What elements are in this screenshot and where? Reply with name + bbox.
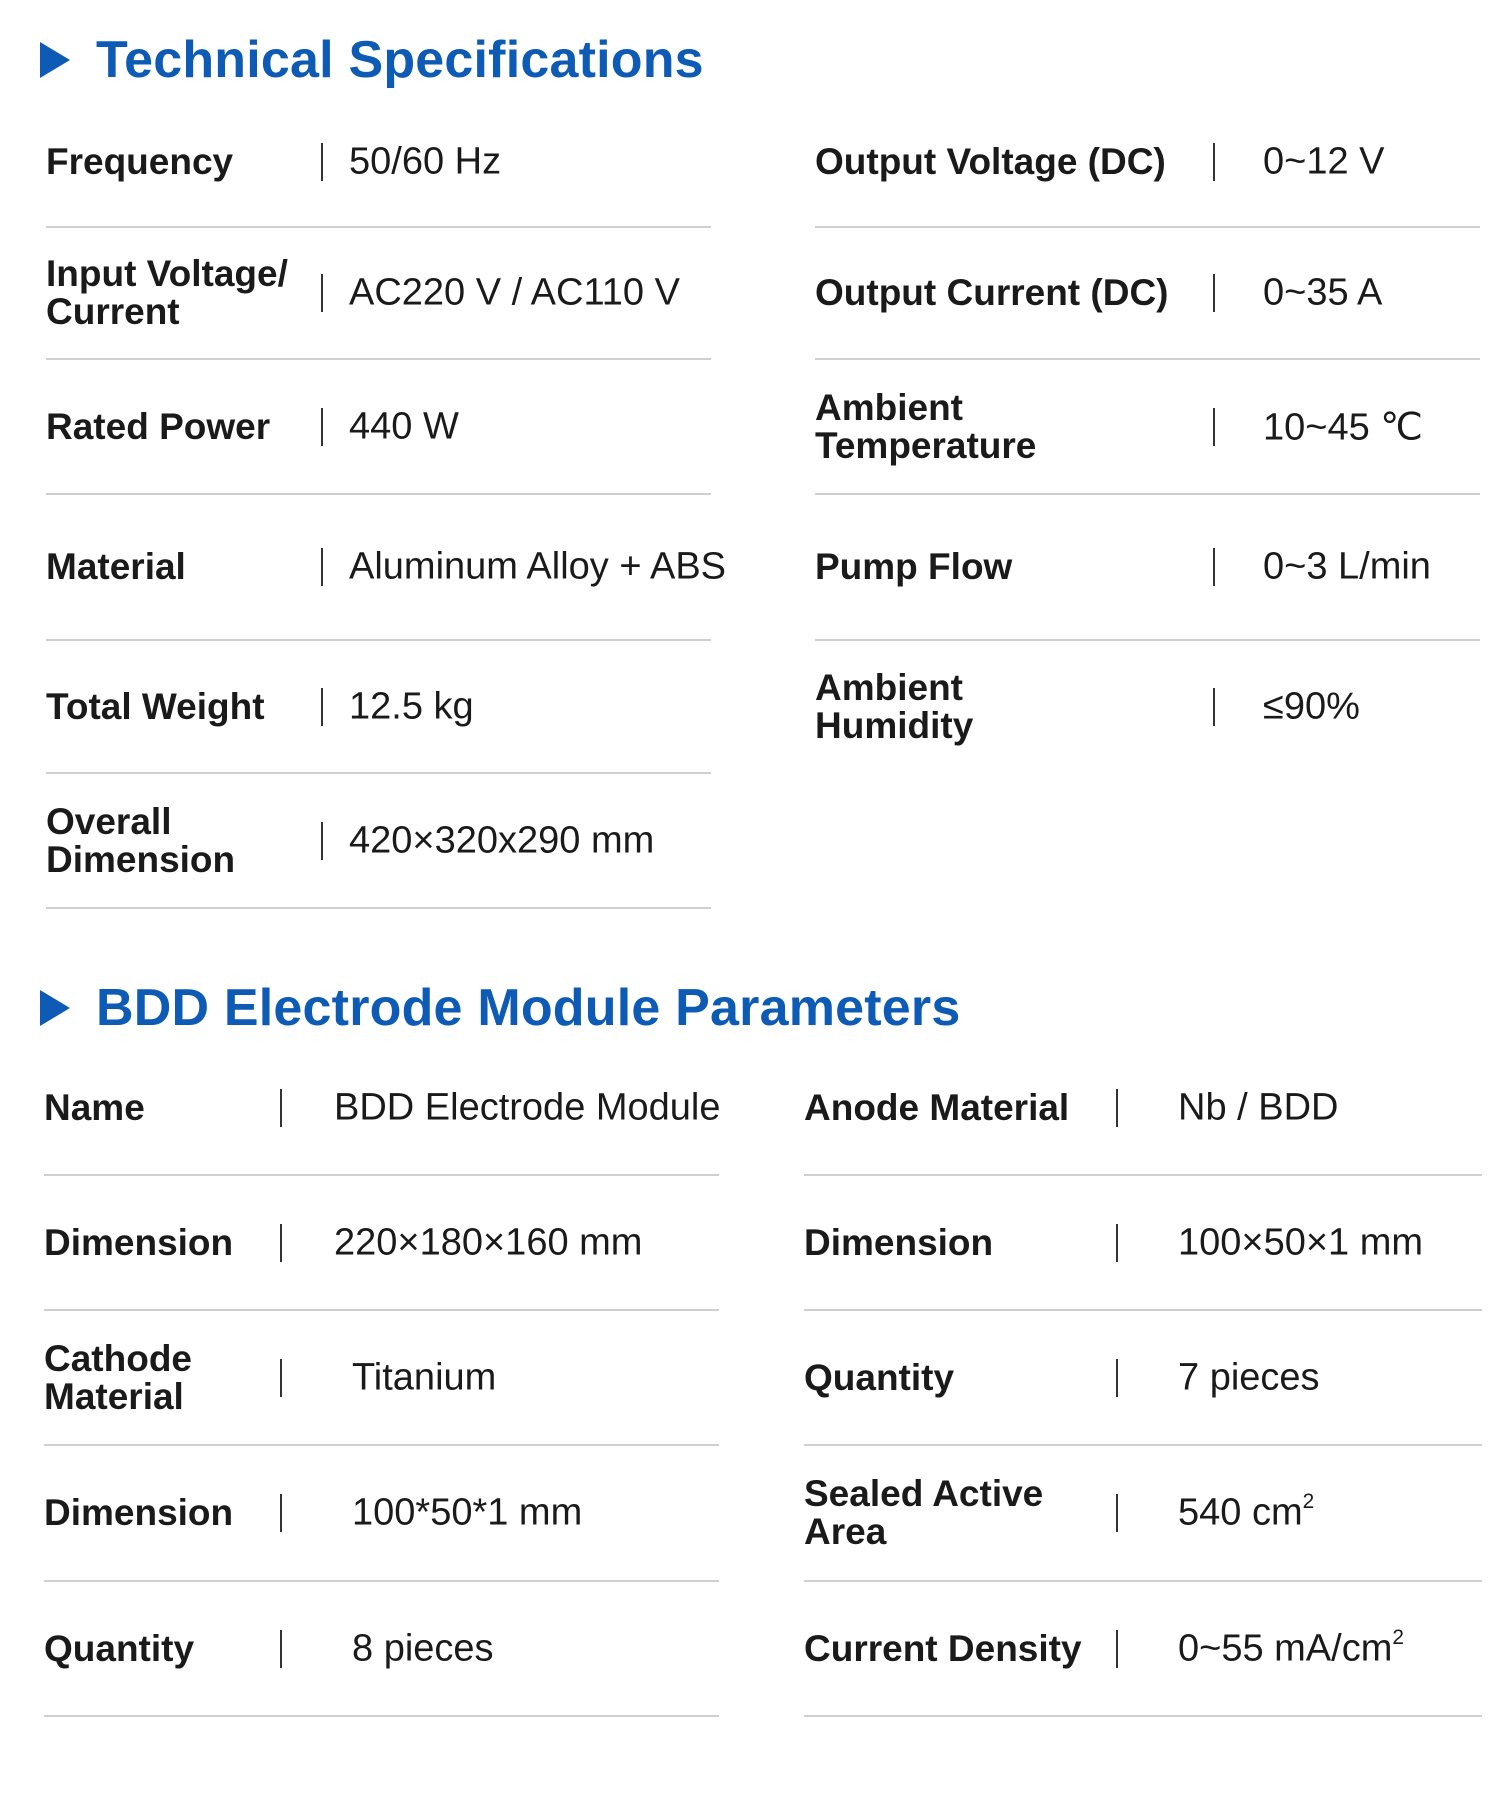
param-value: Nb / BDD xyxy=(1178,1086,1339,1129)
separator xyxy=(280,1494,282,1532)
spec-row xyxy=(815,97,1480,228)
param-row xyxy=(804,1582,1482,1717)
param-row xyxy=(44,1446,719,1582)
section-title-text: Technical Specifications xyxy=(96,31,704,89)
spec-row xyxy=(815,360,1480,495)
param-row xyxy=(804,1176,1482,1311)
separator xyxy=(280,1224,282,1262)
param-value: BDD Electrode Module xyxy=(334,1086,721,1129)
param-value: Titanium xyxy=(352,1356,497,1398)
spec-row xyxy=(815,641,1480,772)
bdd-right-column xyxy=(804,1042,1482,1717)
param-label: Dimension xyxy=(44,1492,234,1533)
spec-row xyxy=(46,360,711,495)
spec-label: Material xyxy=(46,546,186,587)
spec-value: Aluminum Alloy + ABS xyxy=(349,545,727,588)
separator xyxy=(1213,548,1215,586)
spec-value: ≤90% xyxy=(1263,685,1360,727)
param-label: Sealed Active Area xyxy=(804,1473,1044,1552)
param-label: Anode Material xyxy=(804,1087,1070,1128)
spec-value: 0~3 L/min xyxy=(1263,545,1431,588)
param-value xyxy=(1178,1489,1315,1535)
spec-value: 0~12 V xyxy=(1263,140,1385,182)
param-row xyxy=(44,1582,719,1717)
param-label: Current Density xyxy=(804,1627,1082,1669)
param-value: 7 pieces xyxy=(1178,1356,1320,1398)
spec-label: Frequency xyxy=(46,140,234,182)
param-label: Name xyxy=(44,1087,145,1128)
param-value-text: 0~55 mA/cm xyxy=(1178,1627,1393,1669)
spec-row xyxy=(815,228,1480,360)
spec-row xyxy=(46,228,711,360)
separator xyxy=(1116,1630,1118,1668)
param-row xyxy=(44,1176,719,1311)
param-label: Dimension xyxy=(804,1221,994,1263)
section-title-text: BDD Electrode Module Parameters xyxy=(96,979,961,1037)
param-label: Quantity xyxy=(804,1356,955,1398)
param-value: 100*50*1 mm xyxy=(352,1491,583,1534)
section-title-bdd-electrode-module xyxy=(40,978,960,1038)
param-value-text: 540 cm xyxy=(1178,1491,1303,1534)
spec-value: 10~45 ℃ xyxy=(1263,406,1423,448)
param-value: 220×180×160 mm xyxy=(334,1221,643,1263)
bdd-left-column xyxy=(44,1042,719,1717)
spec-label: Ambient Humidity xyxy=(815,666,974,746)
spec-label: Pump Flow xyxy=(815,546,1013,587)
param-value: 100×50×1 mm xyxy=(1178,1221,1424,1263)
spec-row xyxy=(46,774,711,909)
separator xyxy=(321,822,323,860)
separator xyxy=(1213,688,1215,726)
separator xyxy=(321,408,323,446)
superscript: 2 xyxy=(1302,1489,1315,1513)
triangle-bullet-icon xyxy=(40,990,70,1026)
param-label: Dimension xyxy=(44,1221,234,1263)
separator xyxy=(321,274,323,312)
spec-label: Total Weight xyxy=(46,685,265,727)
spec-label: Output Voltage (DC) xyxy=(815,140,1166,182)
superscript: 2 xyxy=(1392,1625,1404,1649)
spec-label: Input Voltage/ Current xyxy=(46,253,288,332)
spec-value: 440 W xyxy=(349,405,459,447)
spec-label: Ambient Temperature xyxy=(815,386,1037,466)
separator xyxy=(280,1630,282,1668)
spec-row xyxy=(46,641,711,774)
spec-label: Rated Power xyxy=(46,405,271,447)
param-label: Cathode Material xyxy=(44,1337,192,1417)
param-row xyxy=(804,1042,1482,1176)
separator xyxy=(1116,1359,1118,1397)
param-row xyxy=(804,1311,1482,1446)
param-row xyxy=(804,1446,1482,1582)
triangle-bullet-icon xyxy=(40,42,70,78)
spec-value: 12.5 kg xyxy=(349,685,474,727)
tech-spec-left-column xyxy=(46,97,727,909)
separator xyxy=(321,143,323,181)
spec-value: 420×320x290 mm xyxy=(349,819,655,861)
separator xyxy=(321,548,323,586)
separator xyxy=(1213,274,1215,312)
separator xyxy=(1116,1224,1118,1262)
spec-value: 0~35 A xyxy=(1263,271,1383,314)
section-title-technical-specifications xyxy=(40,30,704,90)
separator xyxy=(1213,143,1215,181)
spec-label: Overall Dimension xyxy=(46,800,236,880)
separator xyxy=(280,1359,282,1397)
spec-row xyxy=(46,97,711,228)
separator xyxy=(1213,408,1215,446)
param-value xyxy=(1178,1627,1404,1670)
param-row xyxy=(44,1311,719,1446)
spec-row xyxy=(46,495,727,641)
separator xyxy=(1116,1089,1118,1127)
param-row xyxy=(44,1042,719,1176)
spec-value: AC220 V / AC110 V xyxy=(349,271,680,314)
spec-value: 50/60 Hz xyxy=(349,140,502,182)
param-value: 8 pieces xyxy=(352,1627,494,1669)
separator xyxy=(321,688,323,726)
spec-row xyxy=(815,495,1480,641)
spec-label: Output Current (DC) xyxy=(815,272,1169,313)
separator xyxy=(1116,1494,1118,1532)
tech-spec-right-column xyxy=(815,97,1480,772)
separator xyxy=(280,1089,282,1127)
param-label: Quantity xyxy=(44,1627,195,1669)
